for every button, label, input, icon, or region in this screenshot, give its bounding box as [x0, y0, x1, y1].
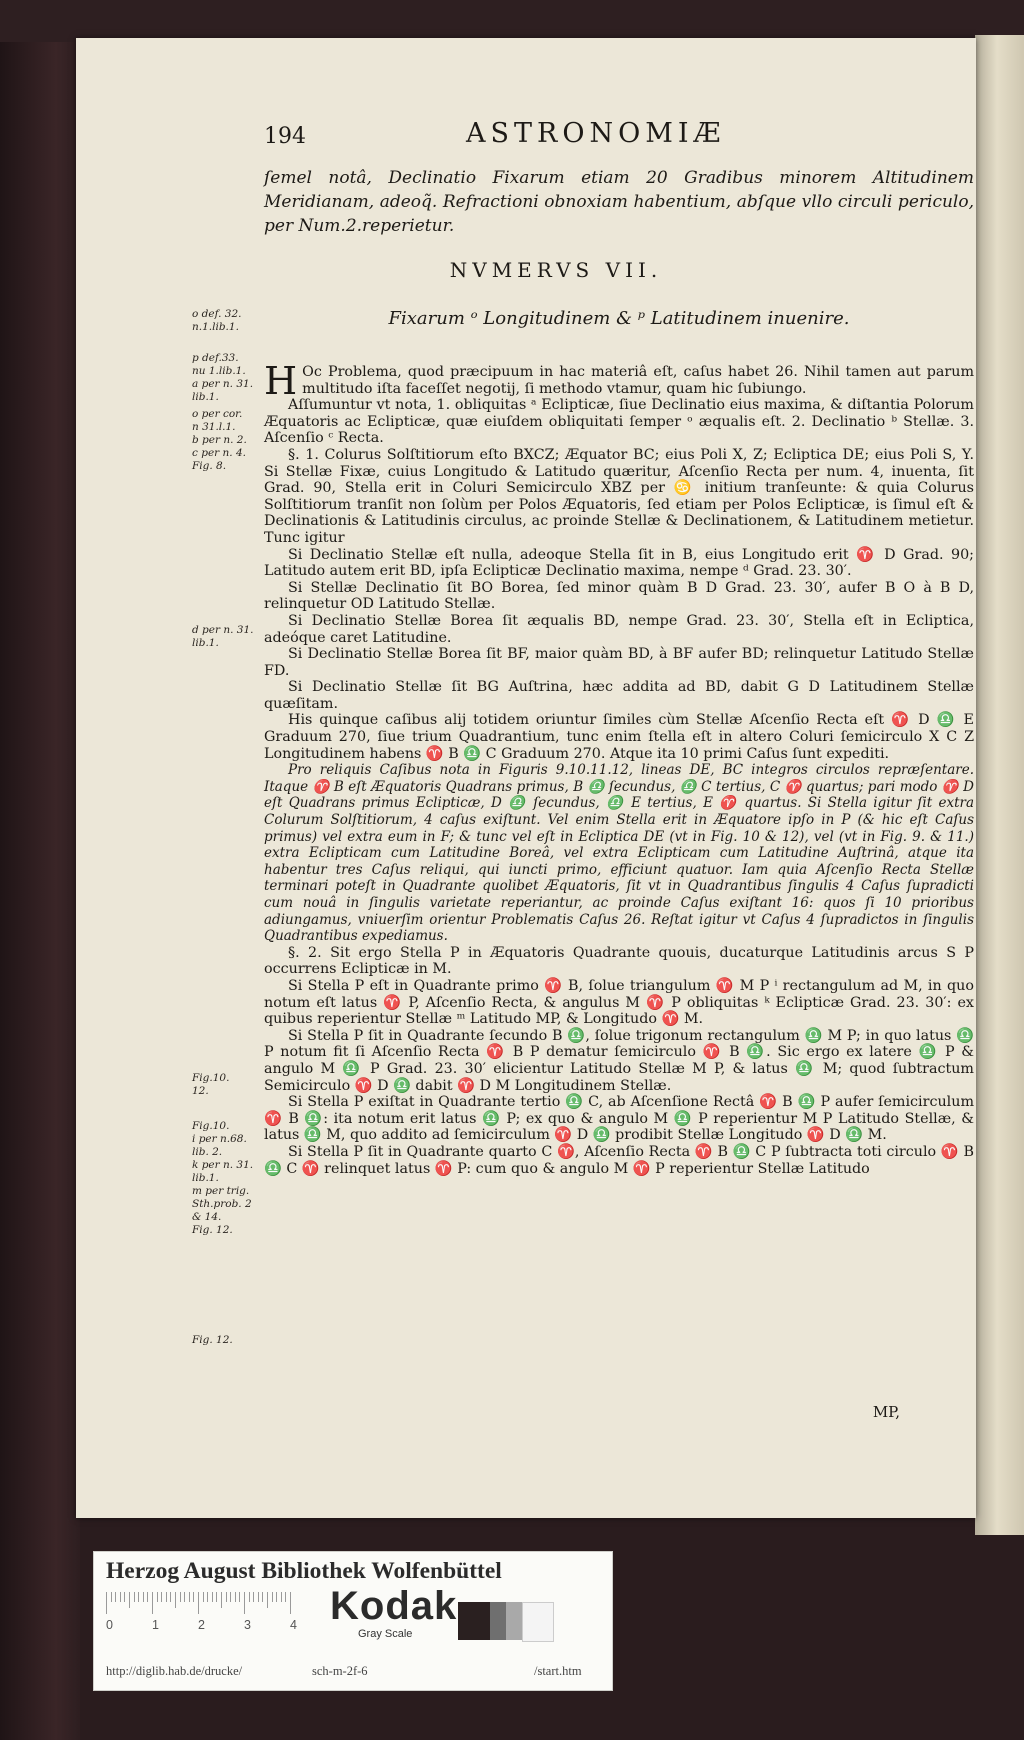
- ruler-tick: [143, 1592, 144, 1602]
- ruler-numbers: [106, 1618, 326, 1634]
- problem-title: Fixarum ᵒ Longitudinem & ᵖ Latitudinem inuenire.: [388, 308, 850, 329]
- ruler-tick: [212, 1592, 213, 1602]
- ruler-tick: [226, 1592, 227, 1602]
- ruler-tick: [276, 1592, 277, 1602]
- ruler-tick: [152, 1592, 153, 1614]
- margin-note: Fig.10. 12.: [192, 1072, 230, 1097]
- paragraph: Si Stella P ſit in Quadrante ſecundo B ♎, ſolue trigonum rectangulum ♎ M P; in quo latus ♎ P notum fit ſi Aſcenſio Recta ♈ B P dematur ſemicirculo ♈ B ♎. Sic ergo ex latere ♎ P & angulo M ♎ P Grad. 23. 30′ elicientur Latitudo Stellæ M P, & latus ♎ M; quod ſubtractum Semicirculo ♈ D ♎ dabit ♈ D M Longitudinem Stellæ.: [264, 1027, 974, 1094]
- ruler-tick: [134, 1592, 135, 1602]
- url-right: /start.htm: [534, 1664, 582, 1678]
- ruler-tick: [138, 1592, 139, 1602]
- ruler-tick: [244, 1592, 245, 1614]
- ruler-tick: [161, 1592, 162, 1602]
- paragraph: Si Stella P exiſtat in Quadrante tertio ♎ C, ab Aſcenſione Rectâ ♈ B ♎ P aufer ſemicirculum ♈ B ♎: ita notum erit latus ♎ P; ex quo & angulo M ♎ P reperientur M P Latitudo Stellæ, & latus ♎ M, quo addito ad ſemicirculum ♈ D ♎ prodibit Stellæ Longitudo ♈ D ♎ M.: [264, 1094, 974, 1144]
- ruler-tick: [111, 1592, 112, 1602]
- ruler-tick: [221, 1592, 222, 1608]
- paragraph: §. 2. Sit ergo Stella P in Æquatoris Quadrante quouis, ducaturque Latitudinis arcus S P occurrens Eclipticæ in M.: [264, 944, 974, 978]
- ruler-tick: [253, 1592, 254, 1602]
- ruler-tick: [239, 1592, 240, 1602]
- ruler-tick: [203, 1592, 204, 1602]
- paragraph: His quinque caſibus alij totidem oriuntur ſimiles cùm Stellæ Aſcenſio Recta eſt ♈ D ♎ E Graduum 270, ſiue trium Quadrantium, tunc enim ſtella eſt in altero Coluri ſemicirculo X C Z Longitudinem habens ♈ B ♎ C Graduum 270. Atque ita 10 primi Caſus ſunt expediti.: [264, 712, 974, 762]
- ruler-number: 3: [244, 1618, 251, 1632]
- paragraph: Si Stellæ Declinatio ſit BO Borea, ſed minor quàm B D Grad. 23. 30′, aufer B O à B D, relinquetur OD Latitudo Stellæ.: [264, 579, 974, 613]
- body-text: [264, 359, 974, 1177]
- paragraph: Si Declinatio Stellæ ſit BG Auſtrina, hæc addita ad BD, dabit G D Latitudinem Stellæ quæſitam.: [264, 679, 974, 712]
- section-heading-text: NVMERVS VII.: [449, 258, 663, 282]
- ruler-tick: [175, 1592, 176, 1608]
- ruler-number: 4: [290, 1618, 297, 1632]
- ruler-tick: [272, 1592, 273, 1602]
- margin-note: o per cor. n 31.l.1. b per n. 2. c per n. 4. Fig. 8.: [192, 408, 247, 472]
- running-title: ASTRONOMIÆ: [466, 118, 726, 149]
- ruler-tick: [106, 1592, 107, 1614]
- color-target-card: [93, 1551, 613, 1691]
- paragraph-text: Oc Problema, quod præcipuum in hac materiâ eſt, caſus habet 26. Nihil tamen aut parum multitudo iſta faceſſet negotij, ſi methodo vtamur, quam hic ſubiungo.: [302, 364, 974, 397]
- ruler-tick: [290, 1592, 291, 1614]
- catchword: MP,: [872, 1403, 900, 1421]
- ruler-tick: [170, 1592, 171, 1602]
- paragraph-italic: Pro reliquis Caſibus nota in Figuris 9.10.11.12, lineas DE, BC integros circulos repræſentare. Itaque ♈ B eſt Æquatoris Quadrans primus, B ♎ ſecundus, ♎ C tertius, C ♈ quartus; pari modo ♈ D eſt Quadrans primus Eclipticæ, D ♎ ſecundus, ♎ E tertius, E ♈ quartus. Si Stella igitur ſit extra Colurum Solſtitiorum, 4 caſus exiſtunt. Vel enim Stella erit in Æquatore ipſo in P (& hic eſt Caſus primus) vel extra eum in F; & tunc vel eſt in Ecliptica DE (vt in Fig. 10 & 12), vel (vt in Fig. 9. & 11.) extra Eclipticam cum Latitudine Boreâ, vel extra Eclipticam cum Latitudine Auſtrinâ, atque ita habentur tres Caſus reliqui, qui iuncti primo, efficiunt quatuor. Iam quia Aſcenſio Recta Stellæ terminari poteſt in Quadrante quolibet Æquatoris, ſit vt in Quadrantibus ſingulis 4 Caſus ſupradicti cum nouâ in ſingulis varietate reperiantur, ac proinde Caſus exiſtant 16: quos ſi 10 prioribus adiungamus, vniuerſim orientur Problematis Caſus 26. Reſtat igitur vt Caſus 4 ſupradictos in ſingulis Quadrantibus expediamus.: [264, 762, 974, 945]
- ruler-tick: [124, 1592, 125, 1602]
- ruler-tick: [198, 1592, 199, 1614]
- margin-note: o def. 32. n.1.lib.1.: [192, 308, 242, 333]
- paragraph: Si Declinatio Stellæ eſt nulla, adeoque Stella ſit in B, eius Longitudo erit ♈ D Grad. 90; Latitudo autem erit BD, ipſa Eclipticæ Declinatio maxima, nempe ᵈ Grad. 23. 30′.: [264, 546, 974, 580]
- ruler-tick: [157, 1592, 158, 1602]
- ruler-tick: [285, 1592, 286, 1602]
- ruler-tick: [216, 1592, 217, 1602]
- shelfmark: sch-m-2f-6: [312, 1664, 368, 1678]
- paragraph: [264, 359, 974, 403]
- ruler-number: 0: [106, 1618, 113, 1632]
- ruler-number: 2: [198, 1618, 205, 1632]
- ruler-tick: [120, 1592, 121, 1602]
- paragraph: §. 1. Colurus Solſtitiorum eſto BXCZ; Æquator BC; eius Poli X, Z; Ecliptica DE; eius Poli S, Y. Si Stellæ Fixæ, cuius Longitudo & Latitudo quæritur, Aſcenſio Recta per num. 4, inuenta, ſit Grad. 90, Stella erit in Coluri Semicirculo XBZ per ♋ initium tranſeunte: & quia Colurus Solſtitiorum tranſit non ſolùm per Polos Æquatoris, ſed etiam per Polos Eclipticæ, is ſimul eſt & Declinationis & Latitudinis circulus, ac proinde Stellæ & Declinationem, & Latitudinem metietur. Tunc igitur: [264, 446, 974, 546]
- ruler-tick: [147, 1592, 148, 1602]
- gray-swatch-dark: [490, 1602, 506, 1640]
- paragraph: Si Stella P eſt in Quadrante primo ♈ B, ſolue triangulum ♈ M P ⁱ rectangulum ad M, in quo notum eſt latus ♈ P, Aſcenſio Recta, & angulus M ♈ P obliquitas ᵏ Eclipticæ Grad. 23. 30′: ex quibus reperientur Stellæ ᵐ Latitudo MP, & Longitudo ♈ M.: [264, 977, 974, 1028]
- paragraph: Si Declinatio Stellæ Borea ſit æqualis BD, nempe Grad. 23. 30′, Stella eſt in Ecliptica, adeóque caret Latitudine.: [264, 612, 974, 646]
- margin-note: Fig. 12.: [192, 1334, 233, 1346]
- url-left: http://diglib.hab.de/drucke/: [106, 1664, 243, 1678]
- gray-swatch-black: [458, 1602, 490, 1640]
- ruler-tick: [207, 1592, 208, 1602]
- gray-swatch-mid: [506, 1602, 522, 1640]
- ruler-tick: [230, 1592, 231, 1602]
- ruler-tick: [281, 1592, 282, 1602]
- ruler-tick: [193, 1592, 194, 1602]
- kodak-logo: Kodak: [330, 1584, 458, 1628]
- ruler-tick: [258, 1592, 259, 1602]
- paragraph: Aſſumuntur vt nota, 1. obliquitas ᵃ Eclipticæ, ſiue Declinatio eius maxima, & diſtantia Polorum Æquatoris ac Eclipticæ, quæ eiuſdem obliquitati ſemper ᵒ æqualis eſt. 2. Declinatio ᵇ Stellæ. 3. Aſcenſio ᶜ Recta.: [264, 397, 974, 447]
- margin-note: p def.33. nu 1.lib.1. a per n. 31. lib.1.: [192, 352, 254, 403]
- page-number: 194: [264, 124, 306, 149]
- ruler-tick: [249, 1592, 250, 1602]
- ruler-tick: [166, 1592, 167, 1602]
- ruler-tick: [262, 1592, 263, 1602]
- margin-note: Fig.10. i per n.68. lib. 2. k per n. 31. lib.1. m per trig. Sth.prob. 2 & 14. Fig. 12.: [192, 1120, 254, 1236]
- ruler-scale: [106, 1592, 326, 1614]
- library-name: Herzog August Bibliothek Wolfenbüttel: [106, 1558, 502, 1584]
- ruler-tick: [267, 1592, 268, 1608]
- scan-background-top: [0, 0, 1024, 42]
- facing-page-edge: [975, 35, 1024, 1535]
- book-page: [76, 38, 976, 1518]
- running-head: [76, 118, 976, 158]
- intro-paragraph: ſemel notâ, Declinatio Fixarum etiam 20 Gradibus minorem Altitudinem Meridianam, adeoq̃. Refractioni obnoxiam habentium, abſque vllo circuli periculo, per Num.2.reperietur.: [264, 168, 974, 236]
- ruler-tick: [129, 1592, 130, 1608]
- scan-background-left: [0, 0, 80, 1740]
- gray-scale-label: Gray Scale: [358, 1628, 413, 1640]
- ruler-tick: [184, 1592, 185, 1602]
- margin-note: d per n. 31. lib.1.: [192, 624, 254, 649]
- ruler-tick: [235, 1592, 236, 1602]
- gray-swatch-white: [522, 1602, 554, 1642]
- paragraph: Si Declinatio Stellæ Borea ſit BF, maior quàm BD, à BF aufer BD; relinquetur Latitudo Stellæ FD.: [264, 646, 974, 679]
- paragraph: Si Stella P ſit in Quadrante quarto C ♈, Aſcenſio Recta ♈ B ♎ C P ſubtracta toti circulo ♈ B ♎ C ♈ relinquet latus ♈ P: cum quo & angulo M ♈ P reperientur Stellæ Latitudo: [264, 1143, 974, 1177]
- ruler-tick: [115, 1592, 116, 1602]
- ruler-tick: [189, 1592, 190, 1602]
- section-heading: [76, 258, 976, 282]
- ruler-tick: [180, 1592, 181, 1602]
- drop-cap: H: [264, 359, 298, 403]
- ruler-number: 1: [152, 1618, 159, 1632]
